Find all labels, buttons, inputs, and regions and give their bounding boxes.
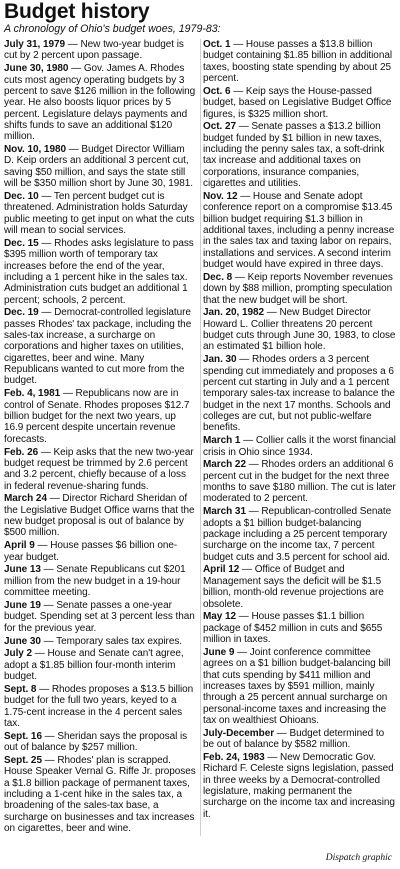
entry-text: — Budget determined to be out of balance by $582 million. — [203, 727, 385, 751]
chronology-entry — [203, 647, 396, 726]
chronology-entry — [203, 435, 396, 458]
entry-date: Dec. 15 — [4, 237, 39, 249]
entry-date: July 31, 1979 — [4, 39, 66, 50]
entry-date: Nov. 10, 1980 — [4, 144, 66, 156]
chronology-entry — [4, 39, 196, 62]
entry-text: — Office of Budget and Management says the deficit will be $1.5 billion, month-old revenue projections are obsolete. — [203, 564, 384, 610]
right-column — [200, 39, 396, 836]
entry-date: Sept. 16 — [4, 730, 42, 742]
entry-date: April 12 — [203, 564, 240, 576]
chronology-entry — [4, 191, 196, 236]
entry-text: — House and Senate adopt conference report on a compromise $13.45 billion budget requiring $1.3 billion in additional taxes, including a penny increase in the sales tax and taxing labor on repairs, installations and services. A second interim budget would have expired in three days. — [203, 190, 395, 271]
entry-date: Oct. 27 — [203, 121, 236, 133]
entry-date: April 9 — [4, 540, 35, 552]
chronology-entry — [203, 506, 396, 563]
chronology-entry — [4, 600, 196, 634]
entry-date: Feb. 24, 1983 — [203, 751, 265, 763]
entry-date: Oct. 1 — [203, 39, 231, 50]
entry-date: Nov. 12 — [203, 190, 238, 202]
chronology-entry — [4, 636, 196, 647]
entry-text: — Republican-controlled Senate adopts a $1 billion budget-balancing package including a 25 percent temporary surcharge on the income tax, 7 percent budget cuts and 3.5 percent for school aid. — [203, 506, 392, 563]
entry-text: — Director Richard Sheridan of the Legislative Budget Office warns that the new budget proposal is out of balance by $500 million. — [4, 493, 195, 539]
chronology-entry — [4, 755, 196, 834]
left-column — [4, 39, 200, 836]
chronology-entry — [203, 728, 396, 751]
entry-date: July 2 — [4, 648, 33, 660]
entry-text: — Collier calls it the worst financial crisis in Ohio since 1934. — [203, 435, 396, 458]
entry-text: — Sheridan says the proposal is out of balance by $257 million. — [4, 730, 188, 754]
entry-date: Jan. 30 — [203, 354, 237, 366]
chronology-entry — [203, 307, 396, 352]
entry-date: Feb. 26 — [4, 446, 39, 458]
entry-text: — Rhodes orders an additional 6 percent cut in the budget for the next three months to save $180 million. The cut is later moderated to 2 percent. — [203, 459, 396, 505]
chronology-entry — [4, 388, 196, 445]
entry-date: March 1 — [203, 435, 241, 447]
chronology-columns — [4, 39, 396, 836]
chronology-entry — [4, 540, 196, 563]
chronology-entry — [4, 493, 196, 538]
chronology-entry — [203, 752, 396, 820]
chronology-entry — [203, 459, 396, 504]
entry-text: — Senate Republicans cut $201 million from the new budget in a 19-hour committee meeting. — [4, 564, 186, 599]
entry-text: — Temporary sales tax expires. — [40, 635, 183, 647]
page-subtitle: A chronology of Ohio's budget woes, 1979-83: — [4, 23, 221, 35]
chronology-entry — [4, 648, 196, 682]
entry-date: June 13 — [4, 564, 41, 576]
chronology-entry — [4, 447, 196, 492]
chronology-entry — [203, 354, 396, 433]
entry-date: June 9 — [203, 646, 235, 658]
chronology-entry — [203, 39, 396, 84]
entry-text: — New Democratic Gov. Richard F. Celeste signs legislation, passed in three weeks by a Democrat-controlled legislature, making permanent the surcharge on the income tax and increasing it. — [203, 751, 395, 820]
entry-date: Feb. 4, 1981 — [4, 388, 61, 400]
entry-text: — Ten percent budget cut is threatened. Administration holds Saturday public meeting to get input on what the cuts will mean to social services. — [4, 190, 195, 236]
entry-text: — Rhodes orders a 3 percent spending cut immediately and proposes a 6 percent cut starting in July and a 1 percent temporary sales-tax increase to balance the budget in the next 17 months. Schools and colleges are cut, but not public-welfare benefits. — [203, 354, 395, 434]
chronology-entry — [4, 63, 196, 142]
chronology-entry — [4, 238, 196, 306]
page-title: Budget history — [4, 0, 150, 23]
entry-date: June 30, 1980 — [4, 63, 69, 75]
entry-text: — House passes $1.1 billion package of $452 million in cuts and $655 million in taxes. — [203, 611, 383, 646]
chronology-entry — [203, 121, 396, 189]
chronology-entry — [4, 684, 196, 729]
entry-date: Sept. 8 — [4, 683, 37, 695]
entry-text: — New Budget Director Howard L. Collier threatens 20 percent budget cuts through June 30, 1983, to close an estimated $1 billion hole. — [203, 307, 396, 353]
entry-text: — Senate passes a $13.2 billion budget funded by $1 billion in new taxes, including the penny sales tax, a soft-drink tax increase and additional taxes on corporations, insurance companies, cigarettes and utilities. — [203, 121, 385, 190]
entry-text: — Keip reports November revenues down by $88 million, prompting speculation that the new budget will be short. — [203, 271, 393, 306]
entry-date: Jan. 20, 1982 — [203, 307, 265, 319]
entry-text: — Rhodes asks legislature to pass $395 million worth of temporary tax increases before the end of the year, including a 1 percent hike in the sales tax. Administration cuts budget an additional 1 percent; schools, 2 percent. — [4, 237, 194, 306]
entry-text: — Keip asks that the new two-year budget request be trimmed by 2.6 percent and 3.2 percent, chiefly because of a loss in federal revenue-sharing funds. — [4, 446, 194, 492]
chronology-entry — [4, 144, 196, 189]
entry-date: July-December — [203, 727, 275, 739]
entry-date: June 19 — [4, 600, 41, 611]
entry-date: March 22 — [203, 459, 246, 471]
entry-date: March 31 — [203, 506, 246, 518]
chronology-entry — [4, 564, 196, 598]
chronology-entry — [4, 307, 196, 386]
entry-text: — Rhodes' plan is scrapped. House Speaker Vernal G. Riffe Jr. proposes a $1.8 billion package of permanent taxes, including a 1-cent hike in the sales tax, a broadening of the sales-tax base, a surcharge on businesses and tax increases on cigarettes, beer and wine. — [4, 754, 196, 835]
entry-date: Dec. 8 — [203, 271, 233, 283]
entry-text: — House and Senate can't agree, adopt a $1.85 billion four-month interim budget. — [4, 648, 184, 683]
chronology-entry — [203, 564, 396, 609]
entry-text: — House passes $6 billion one-year budget. — [4, 540, 178, 563]
entry-date: Oct. 6 — [203, 85, 231, 97]
entry-text: — Joint conference committee agrees on a $1 billion budget-balancing bill that cuts spending by $411 million and increases taxes by $591 million, mainly through a 25 percent annual surcharge on personal-income taxes and increasing the tax on wealthiest Ohioans. — [203, 646, 391, 726]
entry-text: — New two-year budget is cut by 2 percent upon passage. — [4, 39, 184, 62]
chronology-entry — [203, 191, 396, 270]
chronology-entry — [203, 86, 396, 120]
entry-text: — Democrat-controlled legislature passes Rhodes' tax package, including the sales-tax increase, a surcharge on corporations and higher taxes on utilities, cigarettes, beer and wine. Many Republicans wanted to cut more from the budget. — [4, 307, 192, 387]
entry-date: June 30 — [4, 635, 41, 647]
entry-text: — House passes a $13.8 billion budget containing $1.85 billion in additional taxes, boosting state spending by about 25 percent. — [203, 39, 393, 85]
chronology-entry — [203, 272, 396, 306]
entry-text: — Budget Director William D. Keip orders an additional 3 percent cut, saving $50 million, and says the state still will be $350 million short by June 30, 1981. — [4, 144, 194, 190]
entry-date: March 24 — [4, 493, 47, 505]
credit-line: Dispatch graphic — [325, 853, 392, 863]
entry-text: — Senate passes a one-year budget. Spending set at 3 percent less than for the previous year. — [4, 600, 195, 634]
entry-date: Dec. 10 — [4, 190, 39, 202]
entry-date: Sept. 25 — [4, 754, 42, 766]
chronology-entry — [203, 611, 396, 645]
entry-date: May 12 — [203, 611, 237, 623]
entry-text: — Keip says the House-passed budget, based on Legislative Budget Office figures, is $325 million short. — [203, 85, 392, 120]
chronology-entry — [4, 731, 196, 754]
entry-text: — Republicans now are in control of Senate. Rhodes proposes $12.7 billion budget for the next two years, up 16.9 percent despite uncertain revenue forecasts. — [4, 388, 190, 445]
entry-text: — Gov. James A. Rhodes cuts most agency operating budgets by 3 percent to save $126 million in the following year. He also boosts liquor prices by 5 percent. Legislature delays payments and shifts funds to save an additional $120 million. — [4, 63, 196, 143]
entry-text: — Rhodes proposes a $13.5 billion budget for the full two years, keyed to a 1.75-cent increase in the 4 percent sales tax. — [4, 683, 194, 729]
entry-date: Dec. 19 — [4, 307, 39, 319]
